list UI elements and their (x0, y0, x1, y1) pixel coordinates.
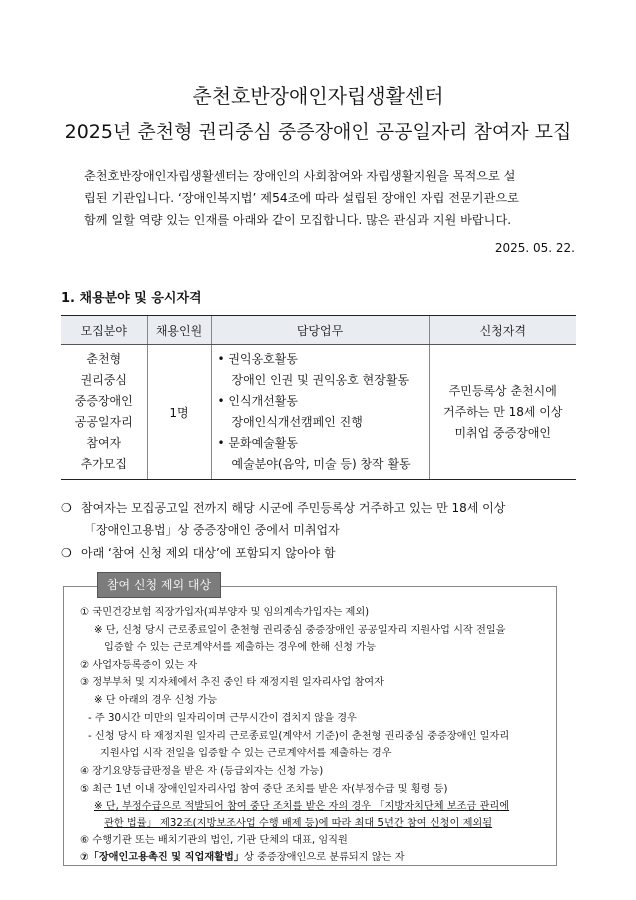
notice-date: 2025. 05. 22. (494, 241, 575, 255)
exclusion-item: ⑥ 수행기관 또는 배치기관의 법인, 기관 단체의 대표, 임직원 (80, 835, 348, 846)
condition-text: 참여자는 모집공고일 전까지 해당 시군에 주민등록상 거주하고 있는 만 18세 이상 (81, 501, 506, 515)
recruitment-table (61, 315, 576, 480)
field-line: 춘천형 (86, 352, 122, 366)
intro-paragraph (84, 165, 576, 231)
exclusion-item (80, 850, 405, 866)
exclusion-box-label: 참여 신청 제외 대상 (97, 572, 221, 598)
notice-title: 2025년 춘천형 권리중심 중증장애인 공공일자리 참여자 모집 (64, 121, 572, 143)
column-header: 모집분야 (61, 316, 147, 345)
exclusion-item: ① 국민건강보험 직장가입자(피부양자 및 임의계속가입자는 제외) (80, 607, 370, 618)
column-header: 담당업무 (211, 316, 429, 345)
intro-line-2: 립된 기관입니다. ‘장애인복지법’ 제54조에 따라 설립된 장애인 자립 전문기관으로 (84, 191, 519, 205)
exclusion-item: ② 사업자등록증이 있는 자 (80, 660, 198, 671)
exclusion-dash-item: - 신청 당시 타 재정지원 일자리 근로종료일(계약서 기준)이 춘천형 권리중심 중증장애인 일자리 (88, 731, 510, 742)
exclusion-note: ※ 단, 신청 당시 근로종료일이 춘천형 권리중심 중증장애인 공공일자리 지원사업 시작 전일을 (94, 625, 506, 636)
duty-bullet: • 문화예술활동 (217, 436, 298, 450)
exclusion-note: 관한 법률」 제32조(지방보조사업 수행 배제 등)에 따라 최대 5년간 참여 신청이 제외됨 (104, 818, 493, 829)
circle-bullet-icon: ❍ (61, 501, 72, 515)
field-line: 공공일자리 (74, 415, 133, 429)
column-header: 채용인원 (147, 316, 211, 345)
field-line: 추가모집 (80, 457, 127, 471)
exclusion-item: ④ 장기요양등급판정을 받은 자 (등급외자는 신청 가능) (80, 766, 324, 777)
duty-detail: 장애인 인권 및 권익옹호 현장활동 (231, 373, 410, 387)
duty-detail: 장애인식개선캠페인 진행 (231, 415, 363, 429)
condition-1-cont: 「장애인고용법」상 중증장애인 중에서 미취업자 (84, 523, 340, 537)
field-line: 참여자 (86, 436, 122, 450)
duty-bullet: • 권익옹호활동 (217, 352, 298, 366)
exclusion-note: ※ 단 아래의 경우 신청 가능 (94, 695, 218, 706)
exclusion-dash-item: 지원사업 시작 전일을 입증할 수 있는 근로계약서를 제출하는 경우 (100, 748, 392, 759)
condition-text: 아래 ‘참여 신청 제외 대상’에 포함되지 않아야 함 (81, 546, 336, 560)
qualification-line: 미취업 중증장애인 (454, 425, 552, 440)
circle-bullet-icon: ❍ (61, 546, 72, 560)
qualification-cell (429, 345, 576, 480)
exclusion-note: ※ 단, 부정수급으로 적발되어 참여 중단 조치를 받은 자의 경우 「지방자치단체 보조금 관리에 (94, 801, 510, 812)
duty-bullet: • 인식개선활동 (217, 394, 298, 408)
duty-detail: 예술분야(음악, 미술 등) 창작 활동 (231, 457, 411, 471)
intro-line-1: 춘천호반장애인자립생활센터는 장애인의 사회참여와 자립생활지원을 목적으로 설 (84, 169, 516, 183)
exclusion-item: ⑤ 최근 1년 이내 장애인일자리사업 참여 중단 조치를 받은 자(부정수급 및 횡령 등) (80, 784, 448, 795)
exclusion-text: 상 중증장애인으로 분류되지 않는 자 (244, 852, 405, 863)
table-row (61, 345, 576, 480)
condition-2 (61, 542, 336, 564)
field-line: 권리중심 (80, 373, 127, 387)
field-cell (61, 345, 147, 480)
intro-line-3: 함께 일할 역량 있는 인재를 아래와 같이 모집합니다. 많은 관심과 지원 바랍니다. (84, 213, 512, 227)
column-header: 신청자격 (429, 316, 576, 345)
qualification-line: 거주하는 만 18세 이상 (443, 404, 563, 419)
table-header-row (61, 316, 576, 345)
count-cell: 1명 (147, 345, 211, 480)
exclusion-note: 입증할 수 있는 근로계약서를 제출하는 경우에 한해 신청 가능 (104, 642, 376, 653)
org-title: 춘천호반장애인자립생활센터 (192, 84, 444, 108)
exclusion-law-name: ⑦「장애인고용촉진 및 직업재활법」 (80, 852, 245, 863)
qualification-line: 주민등록상 춘천시에 (448, 383, 557, 398)
field-line: 중증장애인 (74, 394, 133, 408)
exclusion-dash-item: - 주 30시간 미만의 일자리이며 근무시간이 겹치지 않을 경우 (88, 713, 357, 724)
section-heading: 1. 채용분야 및 응시자격 (61, 291, 202, 306)
condition-1 (61, 497, 505, 519)
exclusion-box (63, 586, 557, 866)
duty-cell (211, 345, 429, 480)
exclusion-item: ③ 정부부처 및 지자체에서 추진 중인 타 재정지원 일자리사업 참여자 (80, 677, 384, 688)
